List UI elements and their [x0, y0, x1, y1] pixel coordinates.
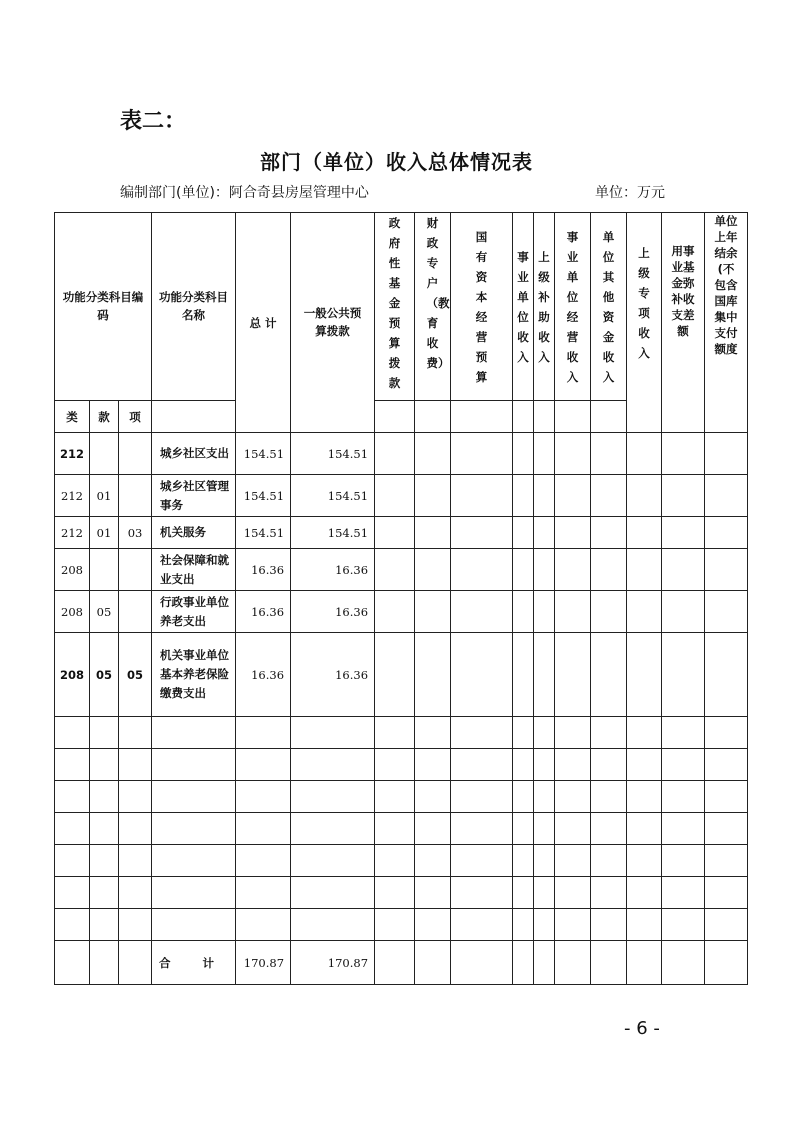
empty-cell [555, 591, 591, 633]
empty-cell [415, 633, 451, 717]
table-row [55, 475, 748, 517]
empty-cell [555, 633, 591, 717]
empty-cell [90, 813, 119, 845]
header-name: 功能分类科目名称 [152, 213, 236, 401]
row-total: 154.51 [236, 475, 291, 517]
row-name: 机关事业单位基本养老保险缴费支出 [152, 633, 236, 717]
empty-cell [291, 909, 375, 941]
empty-cell [236, 845, 291, 877]
empty-cell [375, 591, 415, 633]
empty-cell [236, 717, 291, 749]
empty-cell [627, 749, 662, 781]
row-name: 机关服务 [152, 517, 236, 549]
empty-cell [55, 877, 90, 909]
empty-cell [415, 845, 451, 877]
empty-cell [534, 749, 555, 781]
header-row [55, 213, 748, 401]
row-xiang [119, 591, 152, 633]
empty-cell [591, 909, 627, 941]
empty-cell [152, 749, 236, 781]
header-operating: 事业单位经营收入 [555, 213, 591, 401]
row-xiang: 03 [119, 517, 152, 549]
empty-cell [291, 749, 375, 781]
empty-cell [705, 877, 748, 909]
empty-cell [451, 813, 513, 845]
header-state: 国有资本经营预算 [451, 213, 513, 401]
row-kuan: 01 [90, 475, 119, 517]
blank-row [55, 813, 748, 845]
empty-cell [627, 717, 662, 749]
empty-cell [451, 633, 513, 717]
empty-cell [415, 475, 451, 517]
row-total: 16.36 [236, 549, 291, 591]
empty-cell [415, 717, 451, 749]
empty-cell [90, 909, 119, 941]
empty-cell [291, 845, 375, 877]
empty-cell [591, 549, 627, 591]
data-rows [55, 433, 748, 717]
empty-cell [513, 549, 534, 591]
row-lei: 208 [55, 549, 90, 591]
empty-cell [662, 433, 705, 475]
empty-cell [55, 781, 90, 813]
empty-cell [627, 433, 662, 475]
row-lei: 212 [55, 517, 90, 549]
empty-cell [627, 877, 662, 909]
row-xiang: 05 [119, 633, 152, 717]
empty-cell [627, 591, 662, 633]
blank-row [55, 781, 748, 813]
empty-cell [705, 433, 748, 475]
row-name: 城乡社区支出 [152, 433, 236, 475]
empty-cell [119, 781, 152, 813]
row-lei: 212 [55, 433, 90, 475]
empty-cell [627, 781, 662, 813]
empty-cell [415, 877, 451, 909]
empty-cell [119, 749, 152, 781]
empty-cell [90, 717, 119, 749]
empty-cell [534, 813, 555, 845]
row-kuan: 05 [90, 633, 119, 717]
empty-cell [662, 717, 705, 749]
empty-cell [534, 877, 555, 909]
empty-cell [705, 633, 748, 717]
empty-cell [662, 877, 705, 909]
empty-cell [513, 781, 534, 813]
empty-cell [591, 517, 627, 549]
blank-row [55, 717, 748, 749]
empty-cell [119, 877, 152, 909]
total-row [55, 941, 748, 985]
empty-cell [119, 813, 152, 845]
empty-cell [375, 517, 415, 549]
empty-cell [375, 909, 415, 941]
empty-cell [513, 517, 534, 549]
empty-cell [705, 813, 748, 845]
empty-cell [662, 517, 705, 549]
empty-cell [513, 877, 534, 909]
empty-cell [513, 475, 534, 517]
empty-cell [90, 845, 119, 877]
empty-cell [513, 433, 534, 475]
empty-cell [662, 845, 705, 877]
subheader-kuan: 款 [90, 401, 119, 433]
empty-cell [375, 475, 415, 517]
empty-cell [152, 909, 236, 941]
table-row [55, 549, 748, 591]
row-general: 154.51 [291, 517, 375, 549]
row-name: 社会保障和就业支出 [152, 549, 236, 591]
empty-cell [705, 475, 748, 517]
empty-cell [627, 517, 662, 549]
empty-cell [451, 475, 513, 517]
empty-cell [55, 717, 90, 749]
empty-cell [375, 717, 415, 749]
empty-cell [513, 909, 534, 941]
header-prior-balance: 单位上年结余(不包含国库集中支付额度 [705, 213, 748, 433]
empty-cell [55, 909, 90, 941]
row-xiang [119, 433, 152, 475]
row-name: 城乡社区管理事务 [152, 475, 236, 517]
empty-cell [291, 877, 375, 909]
empty-cell [555, 433, 591, 475]
empty-cell [415, 749, 451, 781]
row-kuan [90, 433, 119, 475]
empty-cell [555, 549, 591, 591]
empty-cell [534, 717, 555, 749]
empty-cell [534, 549, 555, 591]
empty-cell [555, 717, 591, 749]
empty-cell [513, 749, 534, 781]
empty-cell [236, 749, 291, 781]
empty-cell [591, 717, 627, 749]
empty-cell [451, 717, 513, 749]
row-general: 154.51 [291, 475, 375, 517]
empty-cell [415, 549, 451, 591]
row-total: 154.51 [236, 433, 291, 475]
empty-cell [662, 813, 705, 845]
header-superior-aid: 上级补助收入 [534, 213, 555, 401]
row-total: 16.36 [236, 591, 291, 633]
empty-cell [152, 813, 236, 845]
empty-cell [534, 781, 555, 813]
empty-cell [534, 909, 555, 941]
empty-cell [705, 909, 748, 941]
empty-cell [662, 781, 705, 813]
empty-cell [555, 781, 591, 813]
total-sum: 170.87 [236, 941, 291, 985]
row-general: 16.36 [291, 633, 375, 717]
row-general: 154.51 [291, 433, 375, 475]
header-total: 总 计 [236, 213, 291, 433]
empty-cell [90, 877, 119, 909]
empty-cell [662, 633, 705, 717]
empty-cell [375, 433, 415, 475]
header-fund: 政府性基金预算拨款 [375, 213, 415, 401]
table-row [55, 433, 748, 475]
table-label: 表二： [120, 109, 187, 134]
empty-cell [591, 475, 627, 517]
page-title: 部门（单位）收入总体情况表 [260, 150, 533, 174]
empty-cell [415, 433, 451, 475]
empty-cell [555, 813, 591, 845]
empty-cell [152, 781, 236, 813]
empty-cell [705, 781, 748, 813]
row-lei: 208 [55, 591, 90, 633]
empty-cell [662, 549, 705, 591]
empty-cell [415, 813, 451, 845]
empty-cell [55, 749, 90, 781]
empty-cell [291, 717, 375, 749]
header-business: 事业单位收入 [513, 213, 534, 401]
empty-cell [291, 781, 375, 813]
empty-cell [705, 845, 748, 877]
row-total: 16.36 [236, 633, 291, 717]
empty-cell [662, 591, 705, 633]
empty-cell [627, 909, 662, 941]
blank-row [55, 909, 748, 941]
empty-cell [662, 475, 705, 517]
page-number: - 6 - [624, 1018, 660, 1039]
empty-cell [534, 517, 555, 549]
row-name: 行政事业单位养老支出 [152, 591, 236, 633]
empty-cell [555, 517, 591, 549]
row-total: 154.51 [236, 517, 291, 549]
empty-cell [627, 475, 662, 517]
empty-cell [375, 633, 415, 717]
empty-cell [705, 749, 748, 781]
empty-cell [534, 591, 555, 633]
empty-cell [555, 845, 591, 877]
empty-cell [591, 749, 627, 781]
empty-cell [415, 909, 451, 941]
empty-cell [451, 845, 513, 877]
empty-cell [375, 781, 415, 813]
table-row [55, 633, 748, 717]
compiling-department: 编制部门(单位)：阿合奇县房屋管理中心 [120, 185, 369, 201]
row-general: 16.36 [291, 591, 375, 633]
empty-cell [55, 813, 90, 845]
empty-cell [534, 433, 555, 475]
empty-cell [291, 813, 375, 845]
empty-cell [705, 549, 748, 591]
empty-cell [236, 813, 291, 845]
empty-cell [451, 433, 513, 475]
empty-cell [152, 845, 236, 877]
empty-cell [705, 591, 748, 633]
empty-cell [451, 909, 513, 941]
empty-cell [662, 909, 705, 941]
empty-cell [451, 877, 513, 909]
empty-cell [591, 781, 627, 813]
empty-cell [236, 877, 291, 909]
empty-cell [534, 845, 555, 877]
empty-cell [513, 717, 534, 749]
header-superior-special: 上级专项收入 [627, 213, 662, 433]
income-table [54, 212, 748, 985]
empty-cell [627, 633, 662, 717]
empty-cell [415, 781, 451, 813]
row-xiang [119, 475, 152, 517]
header-general: 一般公共预算拨款 [291, 213, 375, 433]
empty-cell [627, 549, 662, 591]
empty-cell [555, 749, 591, 781]
header-fund-balance: 用事业基金弥补收支差额 [662, 213, 705, 433]
subheader-lei: 类 [55, 401, 90, 433]
empty-cell [591, 591, 627, 633]
empty-cell [534, 475, 555, 517]
row-general: 16.36 [291, 549, 375, 591]
empty-cell [90, 781, 119, 813]
empty-cell [513, 845, 534, 877]
empty-cell [375, 749, 415, 781]
empty-cell [555, 475, 591, 517]
unit-label: 单位：万元 [595, 185, 665, 201]
empty-cell [119, 845, 152, 877]
blank-row [55, 877, 748, 909]
empty-cell [236, 909, 291, 941]
empty-cell [662, 749, 705, 781]
header-code: 功能分类科目编码 [55, 213, 152, 401]
empty-cell [375, 813, 415, 845]
empty-cell [591, 813, 627, 845]
empty-cell [375, 549, 415, 591]
row-kuan [90, 549, 119, 591]
empty-cell [627, 813, 662, 845]
blank-row [55, 845, 748, 877]
empty-cell [236, 781, 291, 813]
empty-cell [90, 749, 119, 781]
blank-row [55, 749, 748, 781]
table-row [55, 591, 748, 633]
empty-cell [513, 813, 534, 845]
empty-cell [534, 633, 555, 717]
empty-cell [451, 549, 513, 591]
empty-cell [513, 591, 534, 633]
empty-cell [119, 909, 152, 941]
row-kuan: 05 [90, 591, 119, 633]
empty-cell [375, 877, 415, 909]
empty-cell [415, 591, 451, 633]
empty-cell [55, 845, 90, 877]
empty-cell [152, 877, 236, 909]
subheader-xiang: 项 [119, 401, 152, 433]
empty-cell [415, 517, 451, 549]
empty-cell [555, 909, 591, 941]
empty-cell [591, 877, 627, 909]
empty-cell [451, 591, 513, 633]
table-row [55, 517, 748, 549]
row-lei: 208 [55, 633, 90, 717]
header-other: 单位其他资金收入 [591, 213, 627, 401]
header-special: 财政专户（教育收费） [415, 213, 451, 401]
empty-cell [591, 433, 627, 475]
empty-cell [555, 877, 591, 909]
total-general: 170.87 [291, 941, 375, 985]
empty-cell [591, 633, 627, 717]
empty-cell [627, 845, 662, 877]
empty-cell [513, 633, 534, 717]
row-xiang [119, 549, 152, 591]
empty-cell [451, 781, 513, 813]
empty-cell [705, 517, 748, 549]
empty-cell [451, 749, 513, 781]
blank-rows [55, 717, 748, 941]
row-lei: 212 [55, 475, 90, 517]
empty-cell [119, 717, 152, 749]
empty-cell [375, 845, 415, 877]
total-label: 合 计 [152, 941, 236, 985]
row-kuan: 01 [90, 517, 119, 549]
empty-cell [152, 717, 236, 749]
empty-cell [591, 845, 627, 877]
empty-cell [451, 517, 513, 549]
empty-cell [705, 717, 748, 749]
